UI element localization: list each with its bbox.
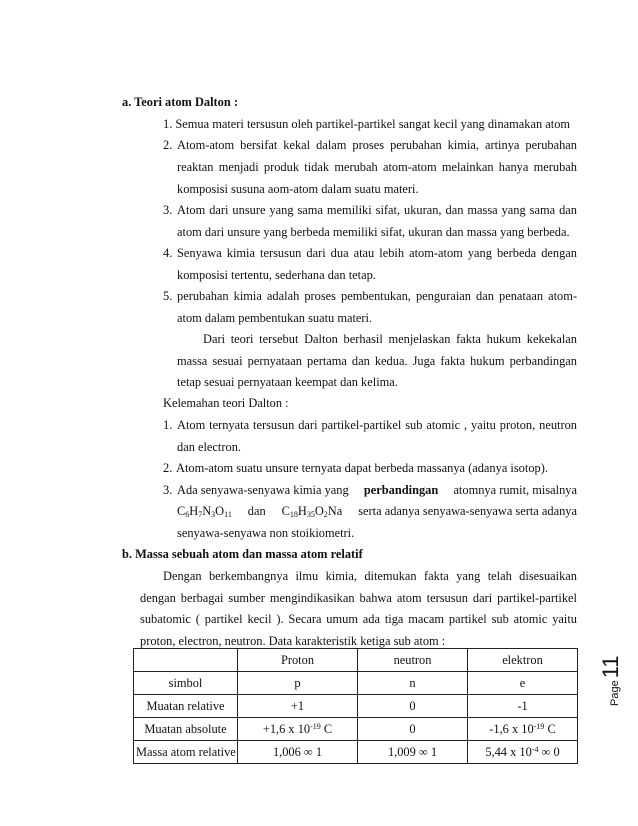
item-number: 2. <box>163 138 173 152</box>
table-cell: n <box>358 672 468 695</box>
page-number <box>596 648 632 708</box>
paragraph-line: proton, electron, neutron. Data karakteristik ketiga sub atom : <box>140 634 446 648</box>
item-number: 3. <box>163 483 173 497</box>
table-cell: +1 <box>238 695 358 718</box>
list-item <box>163 117 577 132</box>
item-text: komposisi tertentu, sederhana dan tetap. <box>177 268 376 282</box>
item-text-part: Ada senyawa-senyawa kimia yang <box>177 483 349 497</box>
item-text: Atom-atom bersifat kekal dalam proses perubahan kimia, artinya perubahan <box>177 138 577 152</box>
item-number: 5. <box>163 289 173 303</box>
item-text: komposisi susuna aom-atom dalam suatu materi. <box>177 182 419 196</box>
item-text-part: serta adanya senyawa-senyawa serta adanya <box>358 504 577 518</box>
table-cell: -1 <box>468 695 578 718</box>
formula-1: $C_6H_7N_3O_{11}$ <box>177 504 232 519</box>
weakness-title: Kelemahan teori Dalton : <box>163 396 289 410</box>
conclusion-text: massa sesuai pernyataan pertama dan kedua. Juga fakta hukum perbandingan <box>177 354 577 368</box>
item-text-part: atomnya rumit, misalnya <box>453 483 577 497</box>
item-number: 4. <box>163 246 173 260</box>
table-cell: 1,009 ∞ 1 <box>358 741 468 764</box>
item-text: Atom-atom suatu unsure ternyata dapat berbeda massanya (adanya isotop). <box>176 461 548 475</box>
item-text: atom dari unsure yang berbeda memiliki sifat, ukuran dan massa yang berbeda. <box>177 225 570 239</box>
conclusion-text: tetap sesuai pernyataan keempat dan kelima. <box>177 375 398 389</box>
table-row <box>134 672 578 695</box>
table-cell: -1,6 x $10^{-19}$ C <box>468 718 578 741</box>
item-text: Senyawa kimia tersusun dari dua atau lebih atom-atom yang berbeda dengan <box>177 246 577 260</box>
conclusion-text: Dari teori tersebut Dalton berhasil menjelaskan fakta hukum kekekalan <box>203 332 577 346</box>
table-header-cell: elektron <box>468 649 578 672</box>
item-text: reaktan menjadi produk tidak merubah atom-atom melainkan hanya merubah <box>177 160 577 174</box>
table-cell: 0 <box>358 695 468 718</box>
item-text <box>177 483 577 498</box>
table-row <box>134 718 578 741</box>
formula-line <box>177 504 577 519</box>
item-text: Atom ternyata tersusun dari partikel-partikel sub atomic , yaitu proton, neutron <box>177 418 577 432</box>
table-header-cell: neutron <box>358 649 468 672</box>
table-cell: simbol <box>134 672 238 695</box>
paragraph-line: subatomic ( partikel kecil ). Secara umum ada tiga macam partikel sub atomic yaitu <box>140 612 577 626</box>
item-number: 1. <box>163 418 173 432</box>
formula-2: $C_{18}H_{35}O_2Na$ <box>281 504 343 519</box>
table-row <box>134 695 578 718</box>
item-text: atom dalam pembentukan suatu materi. <box>177 311 373 325</box>
table-cell: p <box>238 672 358 695</box>
table-row <box>134 741 578 764</box>
paragraph-line: Dengan berkembangnya ilmu kimia, ditemukan fakta yang telah disesuaikan <box>163 569 577 583</box>
table-cell: 0 <box>358 718 468 741</box>
table-cell: Muatan relative <box>134 695 238 718</box>
table-cell: Muatan absolute <box>134 718 238 741</box>
subatomic-table <box>133 648 578 764</box>
table-cell: e <box>468 672 578 695</box>
item-text-bold: perbandingan <box>363 483 439 497</box>
item-number: 2. <box>163 461 173 475</box>
item-text: Semua materi tersusun oleh partikel-partikel sangat kecil yang dinamakan atom <box>175 117 571 131</box>
paragraph-line: dengan berbagai sumber mengindikasikan bahwa atom tersusun dari partikel-partikel <box>140 591 577 605</box>
section-a-title: a. Teori atom Dalton : <box>122 95 238 109</box>
table-cell: 5,44 x $10^{-4}$ ∞ 0 <box>468 741 578 764</box>
table-cell: Massa atom relative <box>134 741 238 764</box>
item-number: 1. <box>163 117 173 131</box>
section-b-title: b. Massa sebuah atom dan massa atom relatif <box>122 547 363 561</box>
item-text: senyawa-senyawa non stoikiometri. <box>177 526 355 540</box>
table-cell: 1,006 ∞ 1 <box>238 741 358 764</box>
item-text: Atom dari unsure yang sama memiliki sifat, ukuran, dan massa yang sama dan <box>177 203 577 217</box>
page-number-value: 11 <box>598 655 623 679</box>
formula-and: dan <box>247 504 266 518</box>
table-header-cell: Proton <box>238 649 358 672</box>
page-label: Page <box>609 680 621 706</box>
item-text: dan electron. <box>177 440 241 454</box>
item-number: 3. <box>163 203 173 217</box>
table-header-row <box>134 649 578 672</box>
item-text: perubahan kimia adalah proses pembentukan, penguraian dan penataan atom- <box>177 289 577 303</box>
table-cell: +1,6 x $10^{-19}$ C <box>238 718 358 741</box>
table-header-cell <box>134 649 238 672</box>
